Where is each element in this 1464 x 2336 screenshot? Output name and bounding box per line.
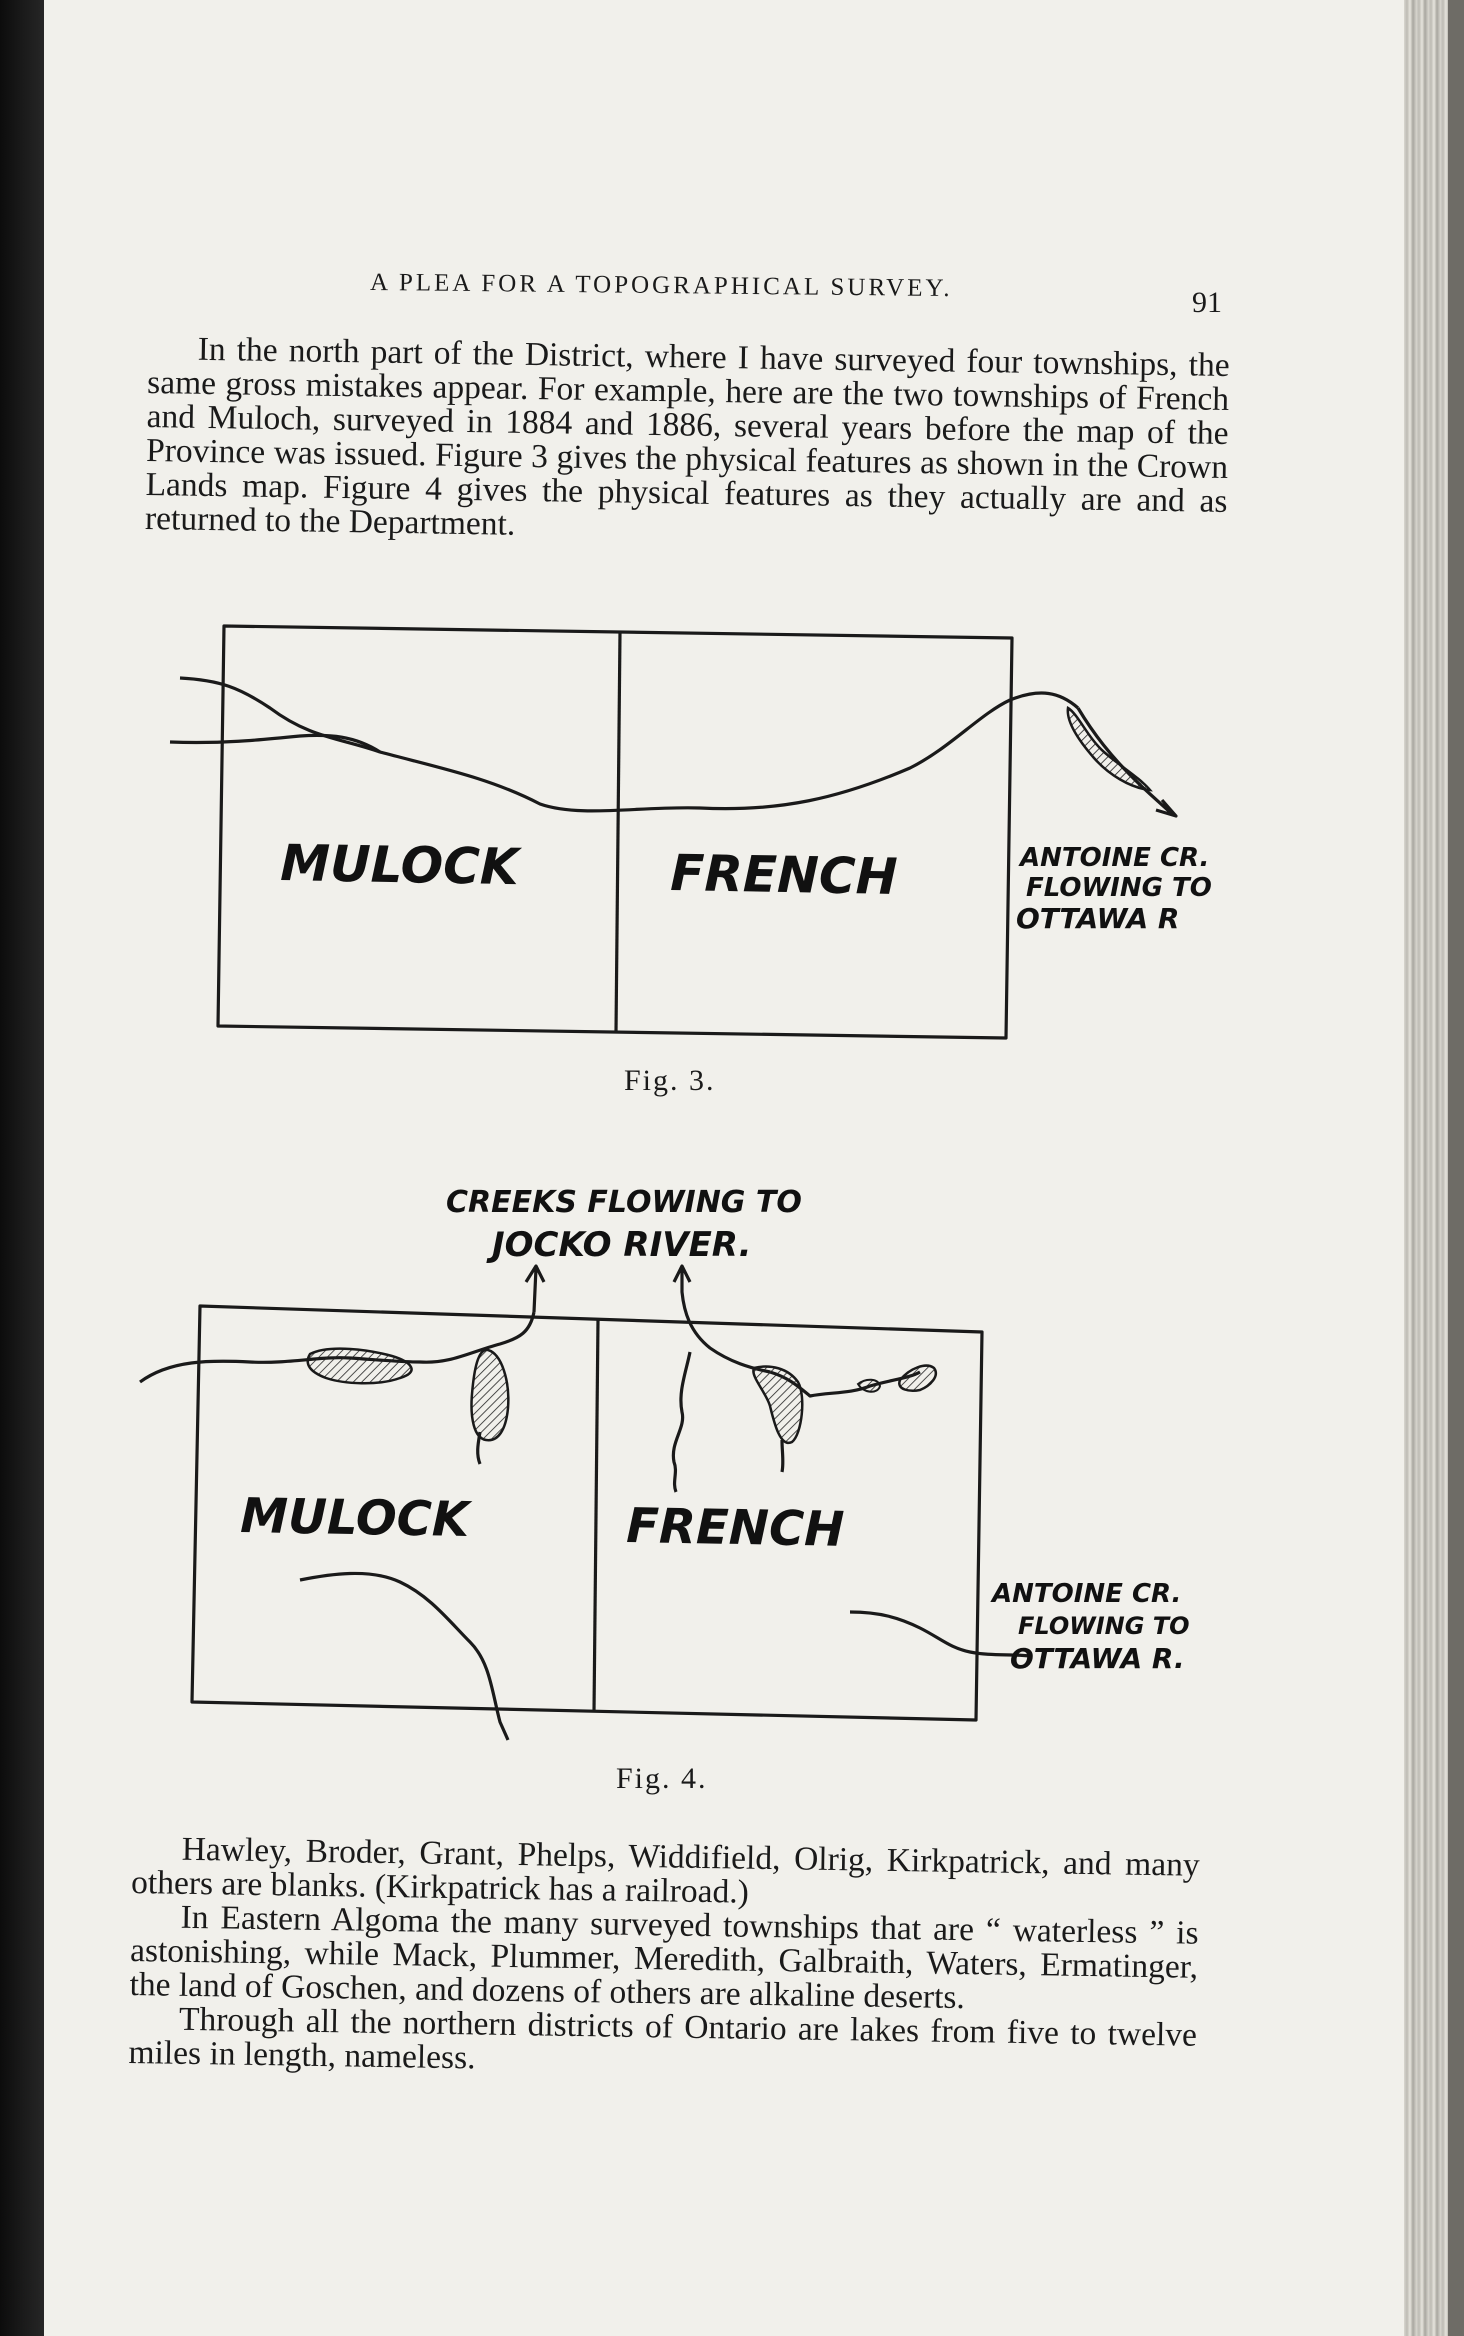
- figure-3-map: [160, 618, 1250, 1048]
- page-edge-shadow: [1448, 0, 1464, 2336]
- lake-east-tiny: [899, 1366, 936, 1391]
- paragraph-lakes: Through all the northern districts of Ontario are lakes from five to twelve miles in length, nameless.: [128, 2000, 1198, 2077]
- figure-3: [160, 618, 1250, 1048]
- jocko-label-line-1: CREEKS FLOWING TO: [446, 1185, 802, 1220]
- figure-4: [130, 1172, 1250, 1762]
- book-spine-shadow: [0, 0, 44, 2336]
- figure-4-map: [130, 1172, 1250, 1762]
- annotation-line-1: ANTOINE CR.: [1020, 843, 1210, 873]
- township-label-mulock: MULOCK: [239, 1488, 470, 1548]
- figure-3-caption: Fig. 3.: [624, 1064, 716, 1097]
- township-label-french: FRENCH: [669, 844, 898, 906]
- creek-north-arrow-left: [526, 1266, 544, 1312]
- annotation-line-3: OTTAWA R: [1016, 902, 1180, 935]
- paragraph-blanks: Hawley, Broder, Grant, Phelps, Widdifield, Olrig, Kirkpatrick, and many others are blanks. (Kirkpatrick has a railroad.): [130, 1830, 1200, 1911]
- creek-southeast: [850, 1612, 1030, 1656]
- annotation-line-1: ANTOINE CR.: [992, 1579, 1182, 1609]
- jocko-label-line-2: JOCKO RIVER.: [492, 1225, 752, 1265]
- lake-central: [472, 1350, 509, 1440]
- creek-south-branch: [673, 1352, 690, 1492]
- running-head: A PLEA FOR A TOPOGRAPHICAL SURVEY.: [369, 268, 953, 303]
- township-label-mulock: MULOCK: [279, 834, 520, 897]
- figure-4-caption: Fig. 4.: [616, 1762, 708, 1795]
- paragraph-algoma: In Eastern Algoma the many surveyed townships that are “ waterless ” is astonishing, while Mack, Plummer, Meredith, Galbraith, Waters, Ermatinger, the land of Goschen, and dozens of others are alkaline deserts.: [129, 1898, 1199, 2017]
- township-label-french: FRENCH: [625, 1498, 845, 1558]
- annotation-line-2: FLOWING TO: [1026, 873, 1212, 903]
- river-line: [180, 678, 1078, 811]
- township-divider: [616, 632, 620, 1032]
- intro-text: [145, 332, 1230, 553]
- lake-west: [308, 1349, 412, 1384]
- annotation-line-3: OTTAWA R.: [1010, 1642, 1185, 1675]
- creek-lake-tail-right: [782, 1440, 783, 1472]
- closing-text: [128, 1832, 1200, 2087]
- paragraph-intro: In the north part of the District, where I have surveyed four townships, the same gross mistakes appear. For example, here are the two townships of French and Muloch, surveyed in 1884 and 1886, several years before the map of the Province was issued. Figure 3 gives the physical features as shown in the Crown Lands map. Figure 4 gives the physical features as they actually are and as returned to the Department.: [144, 330, 1230, 543]
- creek-southwest: [300, 1573, 508, 1740]
- township-divider: [594, 1320, 598, 1712]
- annotation-line-2: FLOWING TO: [1018, 1612, 1190, 1640]
- outflow-arrow: [1078, 708, 1176, 816]
- lake-east-small: [753, 1367, 802, 1443]
- page-number: 91: [1192, 286, 1222, 319]
